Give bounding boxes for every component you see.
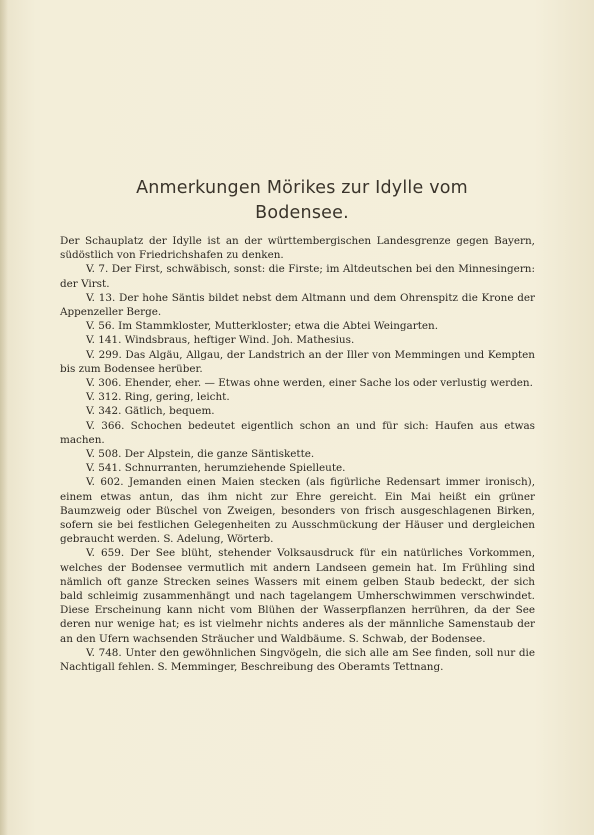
note-paragraph: V. 748. Unter den gewöhnlichen Singvögeln, die sich alle am See finden, soll nur die Nachtigall fehlen. S. Memminger, Beschreibung des Oberamts Tettnang. [60, 646, 535, 674]
title-line-1: Anmerkungen Mörikes zur Idylle vom [136, 178, 468, 198]
note-paragraph: V. 56. Im Stammkloster, Mutterkloster; etwa die Abtei Weingarten. [86, 320, 439, 333]
notes-body [60, 234, 535, 674]
note-paragraph: V. 141. Windsbraus, heftiger Wind. Joh. Mathesius. [86, 334, 355, 347]
note-paragraph: V. 541. Schnurranten, herumziehende Spielleute. [86, 462, 346, 475]
title-line-2: Bodensee. [255, 203, 349, 223]
page-title [60, 176, 544, 226]
note-paragraph: V. 508. Der Alpstein, die ganze Säntiskette. [86, 448, 315, 461]
note-paragraph: V. 602. Jemanden einen Maien stecken (als figürliche Redensart immer ironisch), einem etwas antun, das ihm nicht zur Ehre gereicht. Ein Mai heißt ein grüner Baumzweig oder Büschel von Zweigen, besonders von frisch ausgeschlagenen Birken, sofern sie bei festlichen Gelegenheiten zu Ausschmückung der Häuser und dergleichen gebraucht werden. S. Adelung, Wörterb. [60, 476, 535, 546]
note-paragraph: V. 299. Das Algäu, Allgau, der Landstrich an der Iller von Memmingen und Kempten bis zum Bodensee herüber. [60, 348, 535, 375]
note-paragraph: V. 312. Ring, gering, leicht. [86, 391, 230, 404]
note-paragraph: V. 7. Der First, schwäbisch, sonst: die Firste; im Altdeutschen bei den Minnesingern: der Virst. [60, 263, 535, 290]
note-paragraph: V. 13. Der hohe Säntis bildet nebst dem Altmann und dem Ohrenspitz die Krone der Appenzeller Berge. [60, 291, 535, 319]
note-paragraph: V. 366. Schochen bedeutet eigentlich schon an und für sich: Haufen aus etwas machen. [60, 419, 535, 446]
note-paragraph: V. 342. Gätlich, bequem. [86, 405, 215, 418]
intro-paragraph: Der Schauplatz der Idylle ist an der württembergischen Landesgrenze gegen Bayern, südöstlich von Friedrichshafen zu denken. [60, 235, 535, 262]
note-paragraph: V. 659. Der See blüht, stehender Volksausdruck für ein natürliches Vorkommen, welches der Bodensee vermutlich mit andern Landseen gemein hat. Im Frühling sind nämlich oft ganze Strecken seines Wassers mit einem gelben Staub bedeckt, der sich bald schleimig zusammenhängt und nach tagelangem Umherschwimmen verschwindet. Diese Erscheinung kann nicht vom Blühen der Wasserpflanzen herrühren, da der See deren nur wenige hat; es ist vielmehr nichts anderes als der männliche Samenstaub der an den Ufern wachsenden Sträucher und Waldbäume. S. Schwab, der Bodensee. [60, 547, 535, 645]
note-paragraph: V. 306. Ehender, eher. — Etwas ohne werden, einer Sache los oder verlustig werden. [86, 377, 533, 390]
